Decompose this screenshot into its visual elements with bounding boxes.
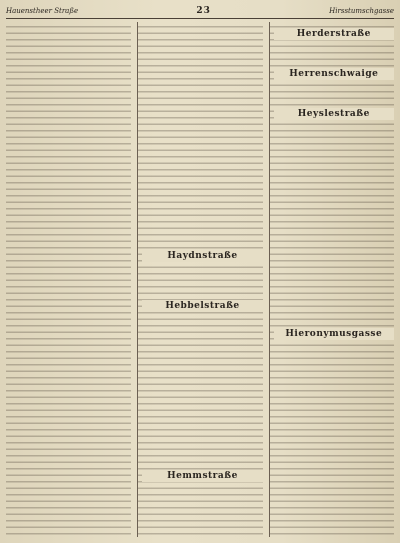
- entry-list: [142, 264, 262, 294]
- entry-list: [142, 314, 262, 464]
- column-3: [269, 22, 394, 537]
- entry-list: [142, 22, 262, 244]
- page-number: 23: [196, 6, 211, 16]
- section-title: Hebbelstraße: [142, 300, 262, 312]
- column-2: [137, 22, 262, 537]
- section-title: Herrenschwaige: [274, 68, 394, 80]
- page-header: [6, 4, 394, 18]
- section-title: Hieronymusgasse: [274, 328, 394, 340]
- entry-list: [274, 82, 394, 102]
- entry-list: [274, 122, 394, 322]
- section-title: Hemmstraße: [142, 470, 262, 482]
- section-title: Heyslestraße: [274, 108, 394, 120]
- running-head-right: Hirsstumschgasse: [329, 7, 394, 15]
- entry-list: [274, 42, 394, 62]
- entry-list: [6, 22, 131, 537]
- entry-columns: [6, 22, 394, 537]
- entry-list: [274, 342, 394, 537]
- section-title: Haydnstraße: [142, 250, 262, 262]
- section-title: Herderstraße: [274, 28, 394, 40]
- entry-list: [142, 484, 262, 524]
- running-head-left: Hauenstheer Straße: [6, 7, 79, 15]
- column-1: [6, 22, 131, 537]
- header-rule: [6, 18, 394, 19]
